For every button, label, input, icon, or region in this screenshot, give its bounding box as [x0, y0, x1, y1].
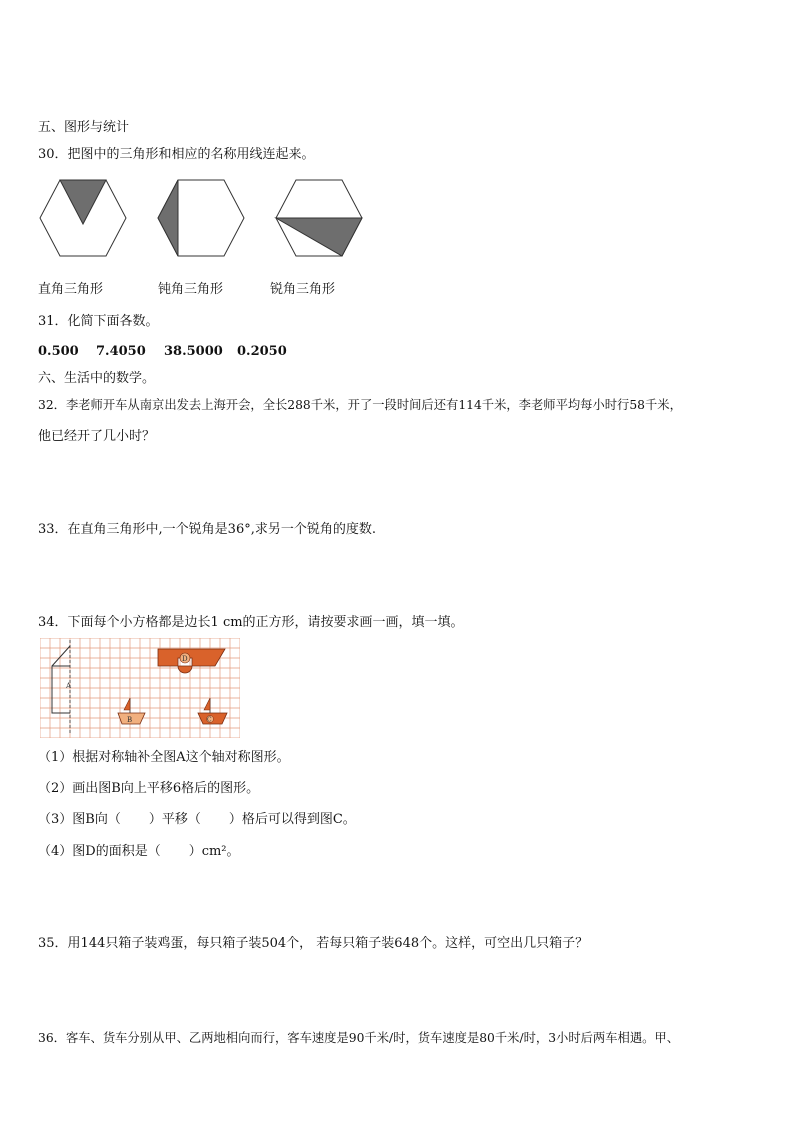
number-3: 38.5000 [164, 344, 223, 359]
question-31-text: 31．化简下面各数。 [38, 314, 159, 329]
number-4: 0.2050 [237, 344, 287, 359]
question-34-sub3 [38, 813, 356, 826]
number-1: 0.500 [38, 344, 79, 359]
sub3-part-c: ）格后可以得到图C。 [228, 812, 356, 827]
label-d: D [182, 655, 188, 663]
label-right-triangle: 直角三角形 [38, 282, 104, 297]
sub3-part-a: （3）图B向（ [38, 812, 121, 827]
hexagon-figure-3 [274, 178, 364, 258]
question-30-text: 30．把图中的三角形和相应的名称用线连起来。 [38, 147, 315, 162]
sub3-part-b: ）平移（ [148, 812, 201, 827]
sub4-part-b: ）cm²。 [188, 844, 240, 859]
hexagon-figure-2 [156, 178, 246, 258]
label-a: A [66, 682, 72, 690]
label-acute-triangle: 锐角三角形 [270, 282, 336, 297]
figure-a [52, 640, 72, 733]
hexagon-figure-1 [38, 178, 128, 258]
question-36-text: 36．客车、货车分别从甲、乙两地相向而行，客车速度是90千米/时，货车速度是80千米/时，3小时后两车相遇。甲、 [38, 1031, 680, 1045]
figure-b [118, 698, 145, 724]
question-34-sub1: （1）根据对称轴补全图A这个轴对称图形。 [38, 750, 290, 765]
question-34-text: 34．下面每个小方格都是边长1 cm的正方形，请按要求画一画，填一填。 [38, 615, 464, 630]
section-five-title: 五、图形与统计 [38, 120, 130, 135]
question-34-sub4 [38, 845, 240, 858]
question-33-text: 33．在直角三角形中,一个锐角是36°,求另一个锐角的度数. [38, 522, 376, 537]
figure-c [198, 698, 227, 724]
sub4-part-a: （4）图D的面积是（ [38, 844, 161, 859]
number-2: 7.4050 [96, 344, 146, 359]
question-35-text: 35．用144只箱子装鸡蛋，每只箱子装504个， 若每只箱子装648个。这样，可空出几只箱子？ [38, 936, 589, 951]
grid-figure [40, 638, 240, 738]
question-34-sub2: （2）画出图B向上平移6格后的图形。 [38, 781, 260, 796]
shaded-triangle-2 [158, 180, 178, 256]
label-b: B [127, 716, 133, 724]
figure-d [158, 649, 225, 673]
label-obtuse-triangle: 钝角三角形 [158, 282, 224, 297]
label-c: C [207, 716, 212, 724]
section-six-title: 六、生活中的数学。 [38, 371, 156, 386]
question-32-line1: 32．李老师开车从南京出发去上海开会，全长288千米，开了一段时间后还有114千米，李老师平均每小时行58千米， [38, 398, 682, 412]
question-32-line2: 他已经开了几小时？ [38, 429, 156, 444]
